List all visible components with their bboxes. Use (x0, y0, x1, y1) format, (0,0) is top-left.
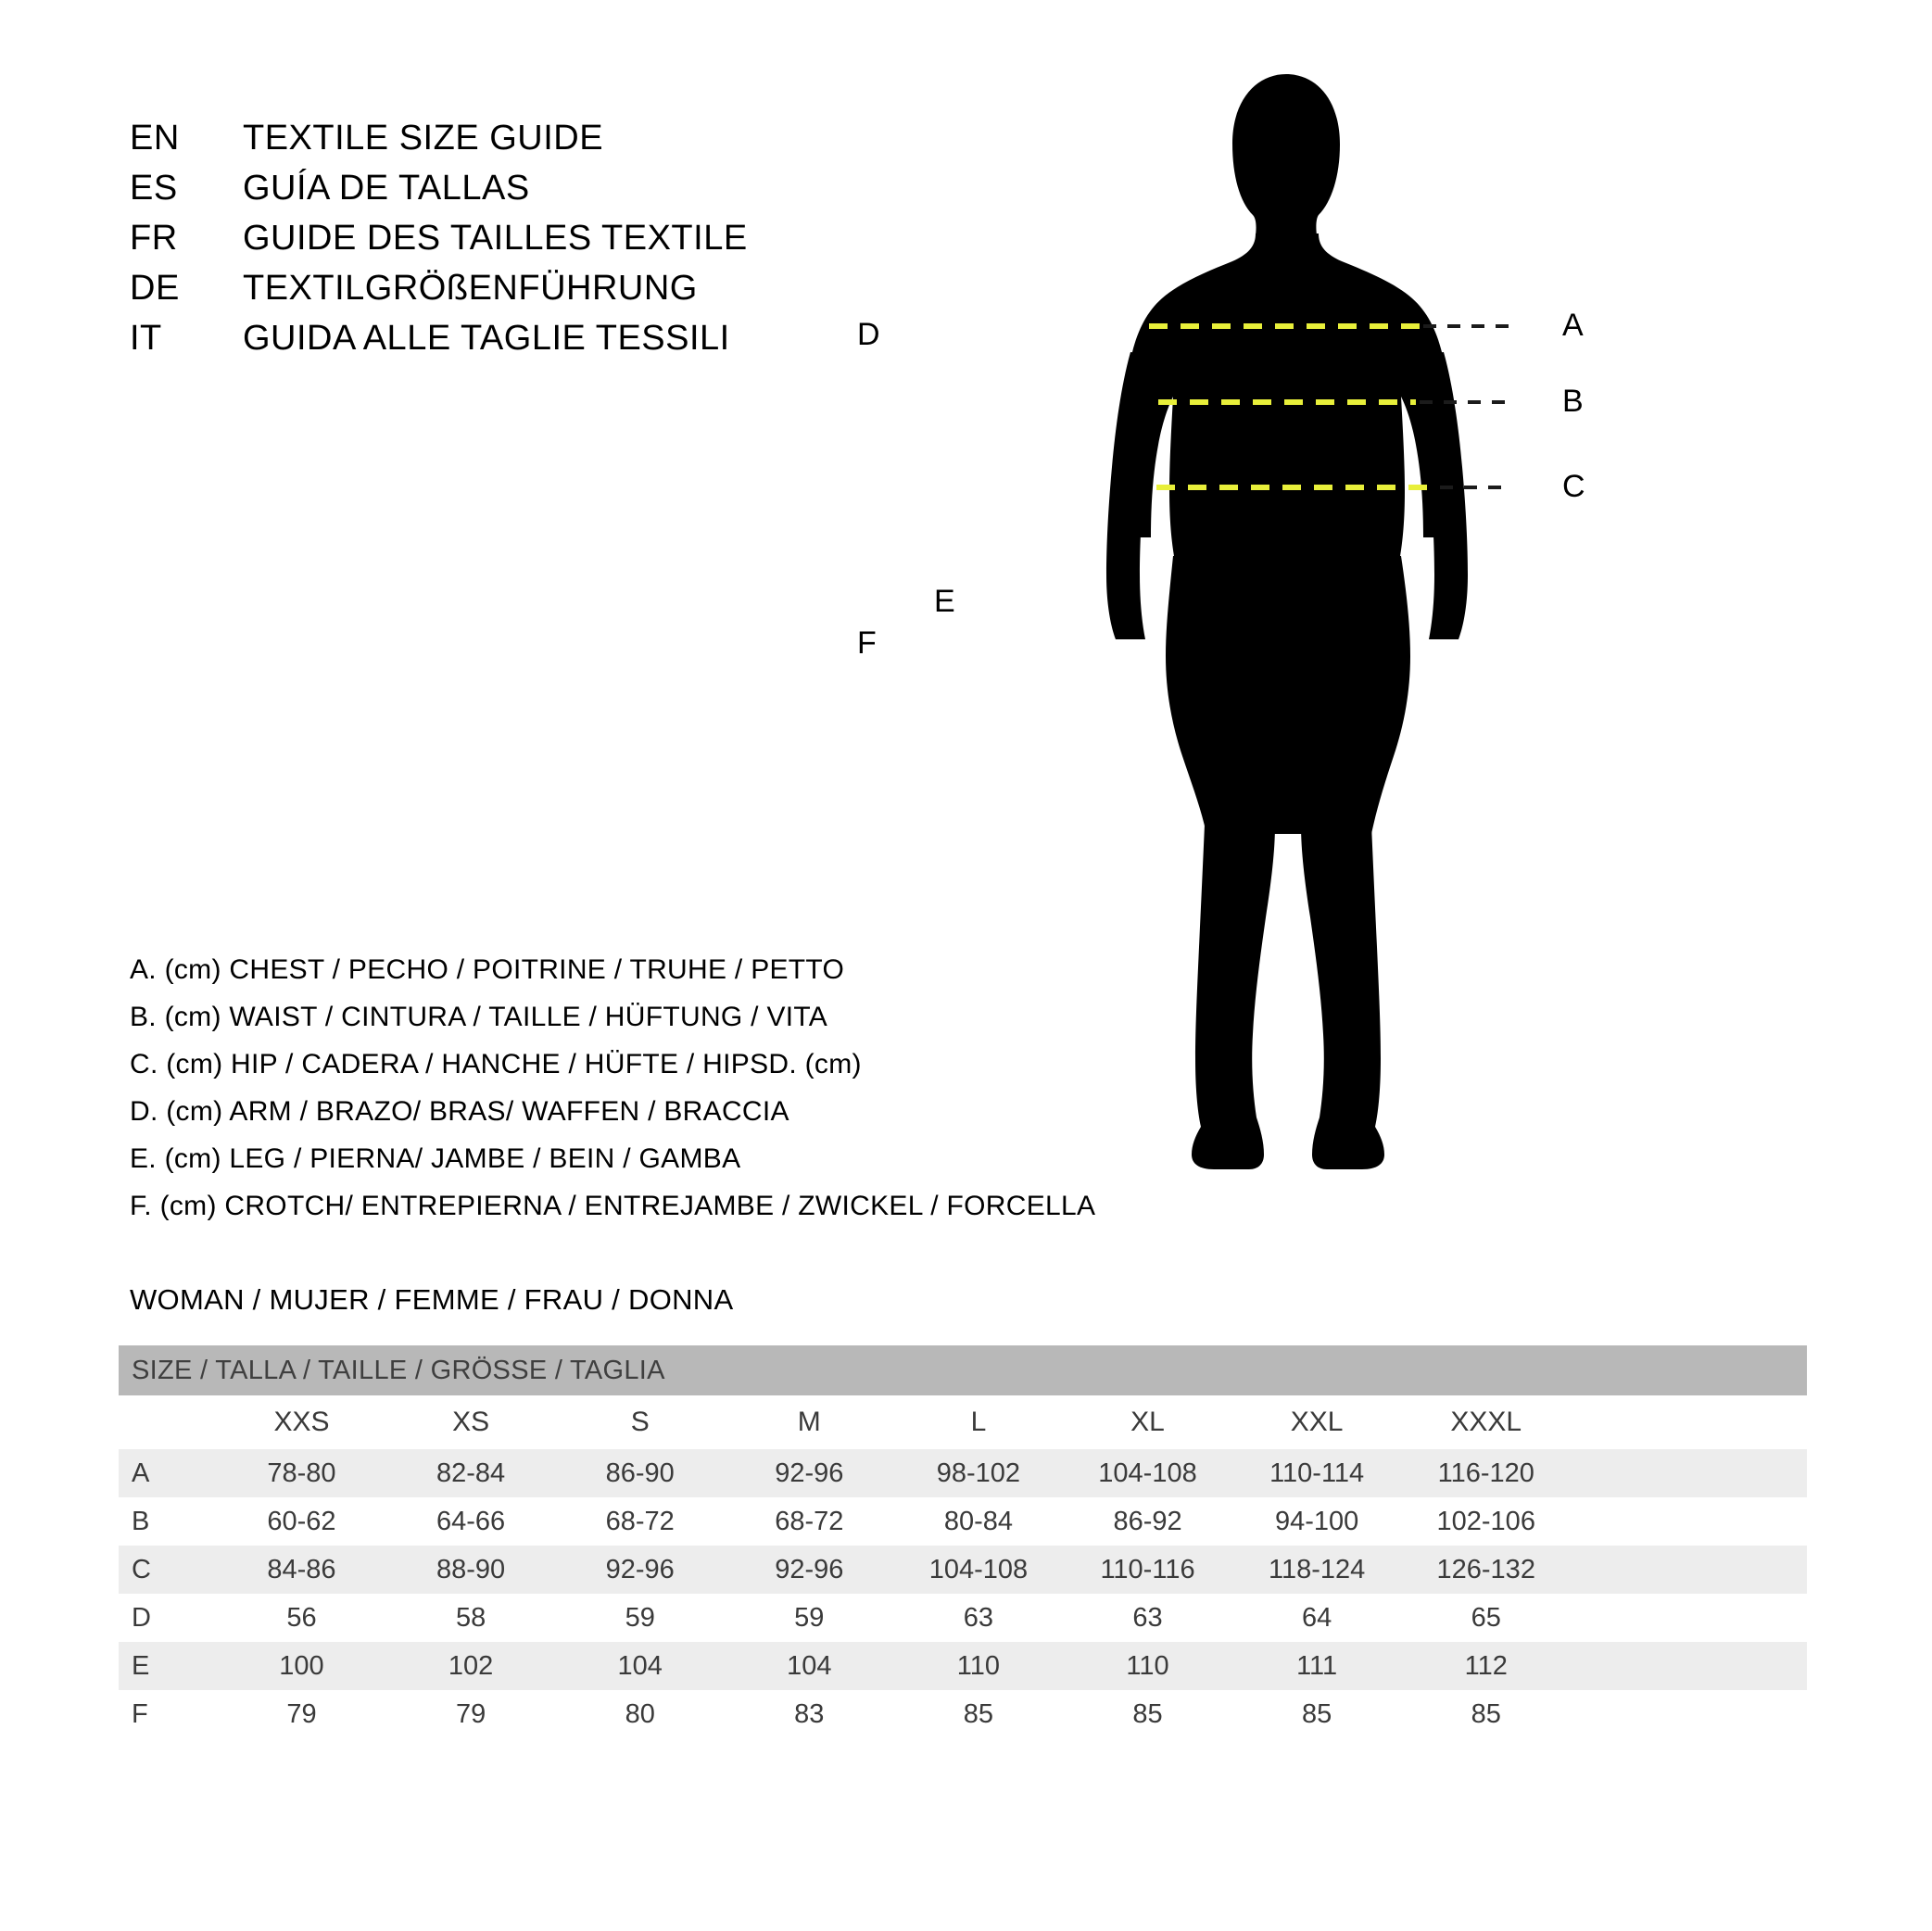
cell-a-l: 98-102 (894, 1449, 1064, 1497)
legend-item-d: D. (cm) ARM / BRAZO/ BRAS/ WAFFEN / BRACCIA (130, 1096, 789, 1127)
cell-f-s: 80 (555, 1690, 725, 1738)
title-text-fr: GUIDE DES TAILLES TEXTILE (243, 219, 748, 258)
cell-f-xl: 85 (1063, 1690, 1232, 1738)
female-silhouette-icon (1093, 56, 1872, 1260)
cell-f-m: 83 (725, 1690, 894, 1738)
cell-c-xxs: 84-86 (217, 1546, 386, 1594)
size-header-xxs: XXS (217, 1395, 386, 1449)
table-row (119, 1690, 1807, 1738)
size-row-corner (119, 1395, 217, 1449)
marker-label-d: D (857, 317, 881, 352)
legend-item-a: A. (cm) CHEST / PECHO / POITRINE / TRUHE / PETTO (130, 954, 845, 985)
cell-d-xxl: 64 (1232, 1594, 1402, 1642)
body-measurement-diagram (857, 56, 1872, 1260)
legend-item-f: F. (cm) CROTCH/ ENTREPIERNA / ENTREJAMBE / ZWICKEL / FORCELLA (130, 1191, 1096, 1221)
cell-c-l: 104-108 (894, 1546, 1064, 1594)
cell-a-xs: 82-84 (386, 1449, 556, 1497)
cell-a-xl: 104-108 (1063, 1449, 1232, 1497)
title-row-es (130, 169, 748, 219)
cell-e-l: 110 (894, 1642, 1064, 1690)
cell-d-m: 59 (725, 1594, 894, 1642)
row-a-spacer (1571, 1449, 1807, 1497)
cell-b-xxxl: 102-106 (1401, 1497, 1571, 1546)
cell-e-xs: 102 (386, 1642, 556, 1690)
title-text-es: GUÍA DE TALLAS (243, 169, 530, 208)
size-header-xl: XL (1063, 1395, 1232, 1449)
cell-b-m: 68-72 (725, 1497, 894, 1546)
title-row-it (130, 319, 748, 369)
cell-d-xs: 58 (386, 1594, 556, 1642)
table-row (119, 1642, 1807, 1690)
table-header-band (119, 1345, 1807, 1395)
title-text-it: GUIDA ALLE TAGLIE TESSILI (243, 319, 730, 358)
title-row-fr (130, 219, 748, 269)
row-label-f: F (119, 1690, 217, 1738)
size-header-l: L (894, 1395, 1064, 1449)
row-label-b: B (119, 1497, 217, 1546)
subject-label: WOMAN / MUJER / FEMME / FRAU / DONNA (130, 1283, 734, 1316)
language-code-es: ES (130, 169, 178, 208)
cell-c-m: 92-96 (725, 1546, 894, 1594)
cell-f-xs: 79 (386, 1690, 556, 1738)
row-e-spacer (1571, 1642, 1807, 1690)
size-header-xs: XS (386, 1395, 556, 1449)
cell-e-xxxl: 112 (1401, 1642, 1571, 1690)
row-c-spacer (1571, 1546, 1807, 1594)
cell-f-l: 85 (894, 1690, 1064, 1738)
marker-label-e: E (934, 584, 956, 619)
cell-b-l: 80-84 (894, 1497, 1064, 1546)
marker-label-a: A (1562, 308, 1585, 343)
cell-e-xxl: 111 (1232, 1642, 1402, 1690)
table-row (119, 1449, 1807, 1497)
table-header-label: SIZE / TALLA / TAILLE / GRÖSSE / TAGLIA (119, 1345, 1807, 1395)
cell-d-xxxl: 65 (1401, 1594, 1571, 1642)
size-chart-table (119, 1345, 1807, 1738)
cell-f-xxxl: 85 (1401, 1690, 1571, 1738)
cell-a-xxs: 78-80 (217, 1449, 386, 1497)
row-d-spacer (1571, 1594, 1807, 1642)
table-row (119, 1546, 1807, 1594)
cell-a-xxxl: 116-120 (1401, 1449, 1571, 1497)
marker-label-f: F (857, 625, 878, 661)
table-row-sizes (119, 1395, 1807, 1449)
row-label-d: D (119, 1594, 217, 1642)
size-header-xxxl: XXXL (1401, 1395, 1571, 1449)
measurement-legend (130, 954, 1095, 1238)
cell-e-s: 104 (555, 1642, 725, 1690)
cell-c-xl: 110-116 (1063, 1546, 1232, 1594)
language-title-block (130, 119, 748, 369)
language-code-fr: FR (130, 219, 178, 258)
size-header-xxl: XXL (1232, 1395, 1402, 1449)
cell-d-s: 59 (555, 1594, 725, 1642)
legend-item-e: E. (cm) LEG / PIERNA/ JAMBE / BEIN / GAMBA (130, 1143, 741, 1174)
row-label-a: A (119, 1449, 217, 1497)
cell-a-s: 86-90 (555, 1449, 725, 1497)
cell-d-xl: 63 (1063, 1594, 1232, 1642)
cell-c-xxxl: 126-132 (1401, 1546, 1571, 1594)
size-header-spacer (1571, 1395, 1807, 1449)
cell-a-xxl: 110-114 (1232, 1449, 1402, 1497)
legend-item-b: B. (cm) WAIST / CINTURA / TAILLE / HÜFTUNG / VITA (130, 1002, 828, 1032)
title-row-en (130, 119, 748, 169)
title-row-de (130, 269, 748, 319)
cell-d-l: 63 (894, 1594, 1064, 1642)
title-text-en: TEXTILE SIZE GUIDE (243, 119, 604, 158)
cell-b-xxs: 60-62 (217, 1497, 386, 1546)
cell-a-m: 92-96 (725, 1449, 894, 1497)
row-label-e: E (119, 1642, 217, 1690)
cell-b-xxl: 94-100 (1232, 1497, 1402, 1546)
cell-b-xs: 64-66 (386, 1497, 556, 1546)
cell-b-xl: 86-92 (1063, 1497, 1232, 1546)
language-code-de: DE (130, 269, 180, 308)
cell-e-xl: 110 (1063, 1642, 1232, 1690)
cell-e-xxs: 100 (217, 1642, 386, 1690)
table-row (119, 1497, 1807, 1546)
legend-item-c: C. (cm) HIP / CADERA / HANCHE / HÜFTE / HIPSD. (cm) (130, 1049, 862, 1079)
cell-c-xs: 88-90 (386, 1546, 556, 1594)
size-header-s: S (555, 1395, 725, 1449)
cell-f-xxl: 85 (1232, 1690, 1402, 1738)
cell-b-s: 68-72 (555, 1497, 725, 1546)
cell-e-m: 104 (725, 1642, 894, 1690)
cell-c-s: 92-96 (555, 1546, 725, 1594)
language-code-en: EN (130, 119, 180, 158)
row-f-spacer (1571, 1690, 1807, 1738)
size-header-m: M (725, 1395, 894, 1449)
title-text-de: TEXTILGRÖßENFÜHRUNG (243, 269, 698, 308)
marker-label-c: C (1562, 469, 1586, 504)
table-row (119, 1594, 1807, 1642)
row-label-c: C (119, 1546, 217, 1594)
cell-f-xxs: 79 (217, 1690, 386, 1738)
marker-label-b: B (1562, 384, 1585, 419)
row-b-spacer (1571, 1497, 1807, 1546)
cell-c-xxl: 118-124 (1232, 1546, 1402, 1594)
cell-d-xxs: 56 (217, 1594, 386, 1642)
language-code-it: IT (130, 319, 162, 358)
